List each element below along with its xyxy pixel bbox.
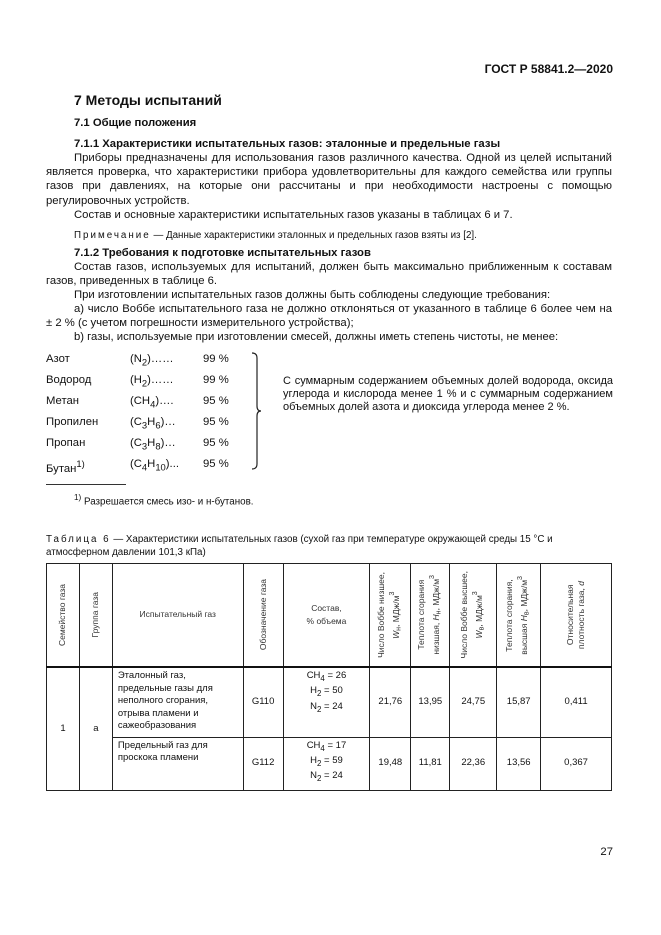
purity-condition: С суммарным содержанием объемных долей водорода, оксида углерода и кислорода менее 1 % и с суммарным содержанием объемных долей азота и диоксида углерода менее 2 %. xyxy=(283,375,613,413)
note xyxy=(74,229,477,243)
gas-purity: 95 % xyxy=(203,416,229,428)
gas-item xyxy=(46,373,246,391)
gas-name: Бутан$^{1)}$ xyxy=(46,458,85,475)
page-header: ГОСТ Р 58841.2—2020 xyxy=(484,62,613,76)
column-header: Группа газа xyxy=(79,564,112,668)
subsection-title: 7.1.1 Характеристики испытательных газов: эталонные и предельные газы xyxy=(74,138,501,150)
column-header: Относительная плотность газа, d xyxy=(541,564,612,668)
footnote: $^{1)}$ Разрешается смесь изо- и н-бутанов. xyxy=(74,493,254,508)
value-cell: 11,81 xyxy=(411,737,450,790)
paragraph: Состав газов, используемых для испытаний, должен быть максимально приближенным к составам газов, приведенных в таблице 6. xyxy=(46,261,612,288)
gas-name: Водород xyxy=(46,374,92,386)
value-cell: 15,87 xyxy=(497,667,541,737)
column-header: Состав, % объема xyxy=(283,564,370,668)
gas-formula: $(C_4H_{10})$... xyxy=(130,458,179,473)
gas-cell: Предельный газ для проскока пламени xyxy=(112,737,243,790)
gas-purity: 95 % xyxy=(203,395,229,407)
value-cell: 0,411 xyxy=(541,667,612,737)
value-cell: 19,48 xyxy=(370,737,411,790)
gas-purity: 99 % xyxy=(203,374,229,386)
column-header: Число Воббе высшее, $W_в$, МДж/$м^3$ xyxy=(450,564,497,668)
code-cell: G112 xyxy=(243,737,283,790)
paragraph: Приборы предназначены для использования газов различного качества. Одной из целей испытаний является проверка, что характеристики прибора удовлетворительны для каждого семейства или группы газов при давлениях, на которые они рассчитаны и при необходимости настроены с помощью регулировочных устройств. xyxy=(46,152,612,207)
paragraph: Состав и основные характеристики испытательных газов указаны в таблицах 6 и 7. xyxy=(74,209,513,221)
column-header: Обозначение газа xyxy=(243,564,283,668)
gas-name: Азот xyxy=(46,353,70,365)
gas-name: Пропилен xyxy=(46,416,99,428)
value-cell: 24,75 xyxy=(450,667,497,737)
column-header: Испытательный газ xyxy=(112,564,243,668)
gas-item xyxy=(46,457,246,475)
gas-item xyxy=(46,415,246,433)
value-cell: 13,95 xyxy=(411,667,450,737)
gas-formula: $(CH_4)\dots$. xyxy=(130,395,174,410)
subsection-title: 7.1.2 Требования к подготовке испытательных газов xyxy=(74,247,371,259)
gas-purity: 95 % xyxy=(203,437,229,449)
paragraph: а) число Воббе испытательного газа не должно отклоняться от указанного в таблице 6 более чем на ± 2 % (с учетом погрешности измерительного устройства); xyxy=(46,303,612,330)
value-cell: 21,76 xyxy=(370,667,411,737)
gas-cell: Эталонный газ, предельные газы для неполного сгорания, отрыва пламени и сажеобразования xyxy=(112,667,243,737)
code-cell: G110 xyxy=(243,667,283,737)
paragraph: При изготовлении испытательных газов должны быть соблюдены следующие требования: xyxy=(74,289,551,301)
value-cell: 0,367 xyxy=(541,737,612,790)
gas-formula: $(H_2)\dots\dots$ xyxy=(130,374,174,389)
table-row xyxy=(47,667,612,737)
table-header-row xyxy=(47,564,612,668)
family-cell: 1 xyxy=(47,667,80,790)
table-caption xyxy=(46,533,612,559)
brace-icon xyxy=(248,352,264,470)
test-gases-table xyxy=(46,563,612,791)
note-label: Примечание xyxy=(74,230,151,241)
gas-item xyxy=(46,436,246,454)
column-header: Число Воббе низшее, $W_н$, МДж/$м^3$ xyxy=(370,564,411,668)
gas-formula: $(C_3H_6)\dots$ xyxy=(130,416,176,431)
composition-cell: $CH_4 = 26$ $H_2 = 50$ $N_2 = 24$ xyxy=(283,667,370,737)
section-title: 7 Методы испытаний xyxy=(74,92,222,108)
page-number: 27 xyxy=(600,846,613,858)
value-cell: 13,56 xyxy=(497,737,541,790)
gas-item xyxy=(46,352,246,370)
note-text: — Данные характеристики эталонных и предельных газов взяты из [2]. xyxy=(150,230,477,241)
subsection-title: 7.1 Общие положения xyxy=(74,117,197,129)
value-cell: 22,36 xyxy=(450,737,497,790)
table-row xyxy=(47,737,612,790)
column-header: Теплота сгорания, высшая $H_в$, МДж/$м^3$ xyxy=(497,564,541,668)
gas-formula: $(C_3H_8)\dots$ xyxy=(130,437,176,452)
gas-name: Метан xyxy=(46,395,80,407)
gas-purity: 99 % xyxy=(203,353,229,365)
table-label: Таблица 6 xyxy=(46,534,111,545)
column-header: Семейство газа xyxy=(47,564,80,668)
gas-formula: $(N_2)\dots\dots$ xyxy=(130,353,174,368)
group-cell: a xyxy=(79,667,112,790)
gas-name: Пропан xyxy=(46,437,86,449)
gas-purity: 95 % xyxy=(203,458,229,470)
composition-cell: $CH_4 = 17$ $H_2 = 59$ $N_2 = 24$ xyxy=(283,737,370,790)
table-caption-text: — Характеристики испытательных газов (сухой газ при температуре окружающей среды 15 °С и атмосферном давлении 101,3 кПа) xyxy=(46,534,553,558)
footnote-divider xyxy=(46,484,126,485)
gas-item xyxy=(46,394,246,412)
paragraph: b) газы, используемые при изготовлении смесей, должны иметь степень чистоты, не менее: xyxy=(74,331,559,343)
column-header: Теплота сгорания низшая, $H_н$, МДж/$м^3$ xyxy=(411,564,450,668)
